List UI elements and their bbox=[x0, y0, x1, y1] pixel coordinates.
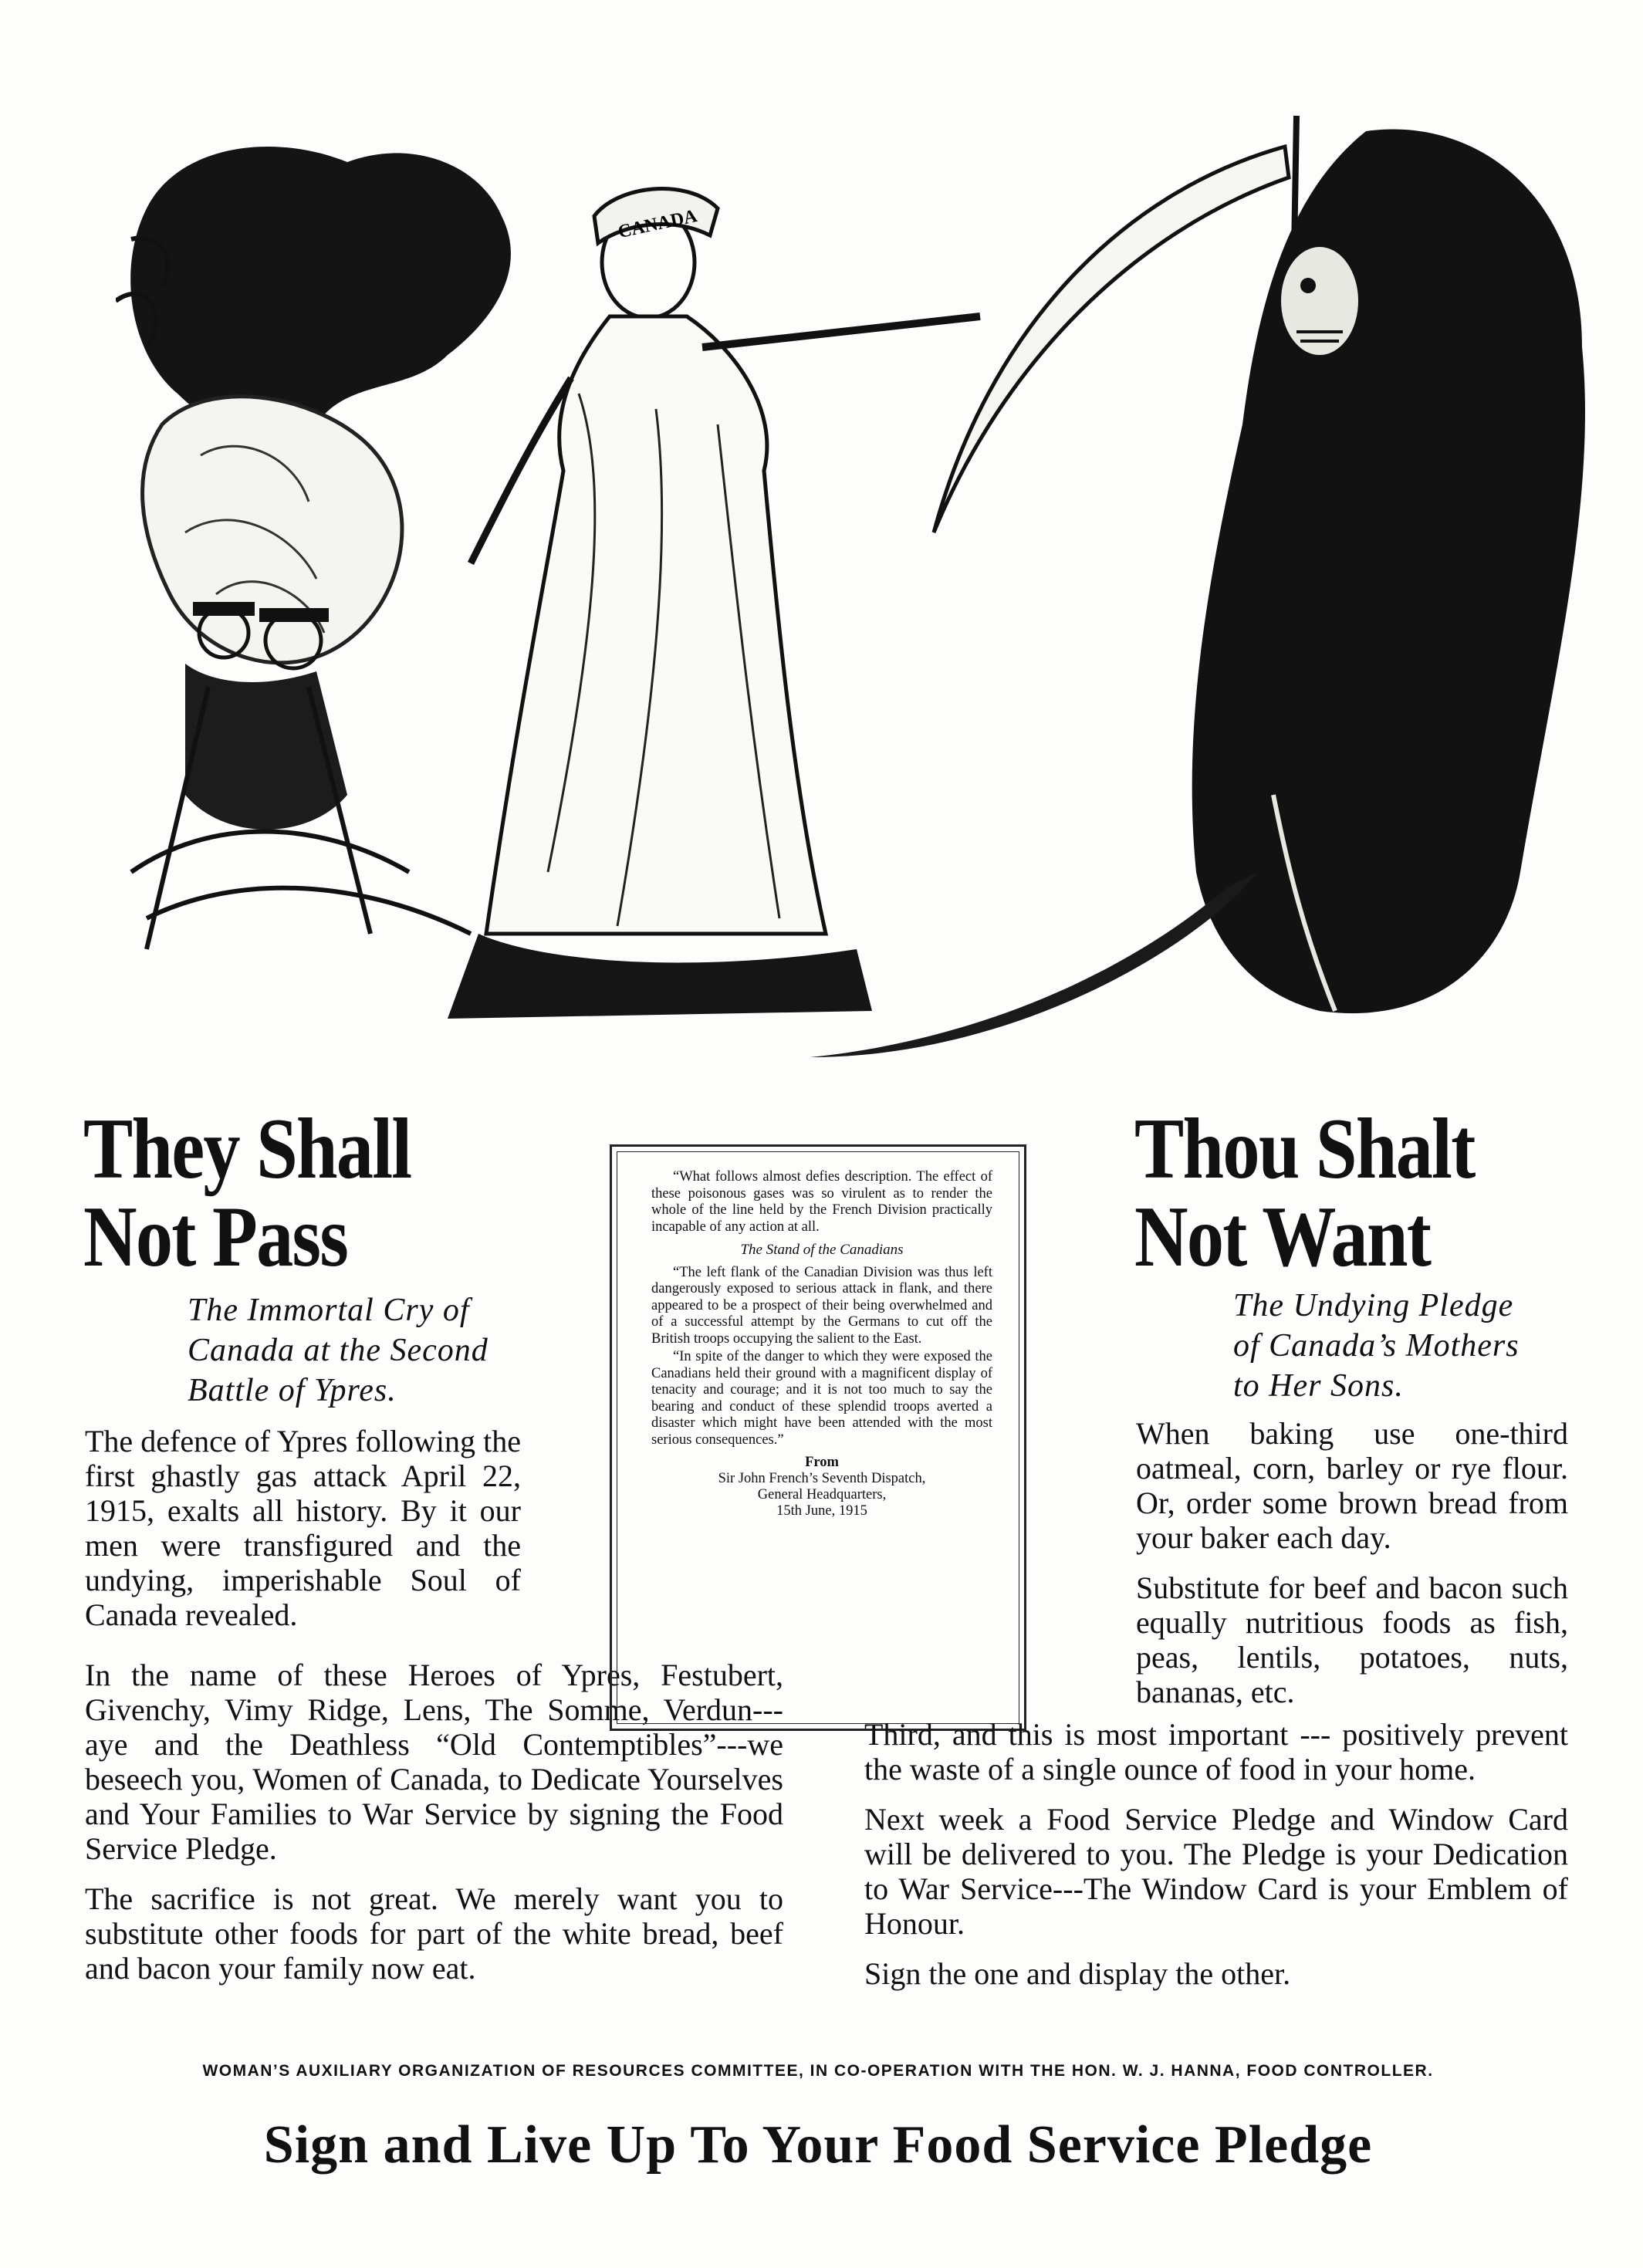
pledge-footer-title: Sign and Live Up To Your Food Service Pledge bbox=[263, 2115, 1373, 2175]
right-body-upper bbox=[1136, 1416, 1568, 1725]
left-paragraph-2: In the name of these Heroes of Ypres, Festubert, Givenchy, Vimy Ridge, Lens, The Somme, Verdun---aye and the Deathless “Old Contemptibles”---we beseech you, Women of Canada, to Dedicate Yourselves and Your Families to War Service by signing the Food Service Pledge. bbox=[85, 1658, 783, 1866]
dispatch-quote-inner bbox=[617, 1151, 1019, 1724]
quote-paragraph-1: “What follows almost defies description. The effect of these poisonous gases was so virulent as to render the whole of the line held by the French Division practically incapable of any action at all. bbox=[651, 1169, 992, 1235]
left-subhead-line3: Battle of Ypres. bbox=[188, 1373, 397, 1408]
dispatch-quote-box bbox=[610, 1144, 1026, 1731]
quote-paragraph-2: “The left flank of the Canadian Division was thus left dangerously exposed to serious attack in flank, and there appeared to be a prospect of their being overwhelmed and of a successful attempt by the Germans to cut off the British troops occupying the salient to the East. bbox=[651, 1264, 992, 1347]
left-headline bbox=[83, 1101, 455, 1285]
left-headline-line2: Not Pass bbox=[83, 1189, 348, 1285]
right-headline-line2: Not Want bbox=[1134, 1189, 1431, 1285]
right-paragraph-3: Third, and this is most important --- positively prevent the waste of a single ounce of food in your home. bbox=[864, 1717, 1568, 1786]
quote-source-author: Sir John French’s Seventh Dispatch, bbox=[718, 1471, 926, 1486]
right-paragraph-2: Substitute for beef and bacon such equally nutritious foods as fish, peas, lentils, potatoes, nuts, bananas, etc. bbox=[1136, 1570, 1568, 1709]
right-subhead bbox=[1233, 1286, 1588, 1406]
left-body-upper bbox=[85, 1424, 521, 1648]
left-subhead-line1: The Immortal Cry of bbox=[188, 1293, 470, 1328]
canada-banner-text: CANADA bbox=[616, 206, 699, 243]
right-subhead-line3: to Her Sons. bbox=[1233, 1368, 1404, 1404]
quote-source-from: From bbox=[805, 1455, 839, 1470]
right-paragraph-1: When baking use one-third oatmeal, corn, barley or rye flour. Or, order some brown bread from your baker each day. bbox=[1136, 1416, 1568, 1555]
battle-smoke-cloud bbox=[116, 147, 511, 663]
organization-footer-note: WOMAN’S AUXILIARY ORGANIZATION OF RESOURCES COMMITTEE, IN CO-OPERATION WITH THE HON. W. J. HANNA, FOOD CONTROLLER. bbox=[202, 2062, 1434, 2080]
left-paragraph-1: The defence of Ypres following the first ghastly gas attack April 22, 1915, exalts all history. By it our men were transfigured and the undying, imperishable Soul of Canada revealed. bbox=[85, 1424, 521, 1632]
death-figure bbox=[810, 129, 1585, 1057]
right-paragraph-4: Next week a Food Service Pledge and Window Card will be delivered to you. The Pledge is your Dedication to War Service---The Window Card is your Emblem of Honour. bbox=[864, 1802, 1568, 1941]
right-subhead-line1: The Undying Pledge bbox=[1233, 1288, 1514, 1323]
right-body-lower bbox=[864, 1717, 1568, 2006]
right-paragraph-5: Sign the one and display the other. bbox=[864, 1956, 1291, 1991]
quote-source-place: General Headquarters, bbox=[757, 1487, 887, 1502]
quote-paragraph-3: “In spite of the danger to which they were exposed the Canadians held their ground with a magnificent display of tenacity and courage; and it is not too much to say the bearing and conduct of these splendid troops averted a disaster which might have been attended with the most serious consequences.” bbox=[651, 1349, 992, 1448]
left-headline-line1: They Shall bbox=[83, 1101, 411, 1197]
left-subhead bbox=[188, 1290, 573, 1411]
left-subhead-line2: Canada at the Second bbox=[188, 1333, 489, 1368]
quote-source-date: 15th June, 1915 bbox=[776, 1503, 867, 1519]
canada-figure bbox=[448, 189, 980, 1019]
right-headline-line1: Thou Shalt bbox=[1134, 1101, 1475, 1197]
right-subhead-line2: of Canada’s Mothers bbox=[1233, 1328, 1520, 1364]
right-headline bbox=[1134, 1101, 1506, 1285]
left-paragraph-3: The sacrifice is not great. We merely want you to substitute other foods for part of the white bread, beef and bacon your family now eat. bbox=[85, 1881, 783, 1986]
quote-heading: The Stand of the Canadians bbox=[740, 1242, 904, 1258]
canada-vs-death-illustration bbox=[116, 100, 1605, 1073]
